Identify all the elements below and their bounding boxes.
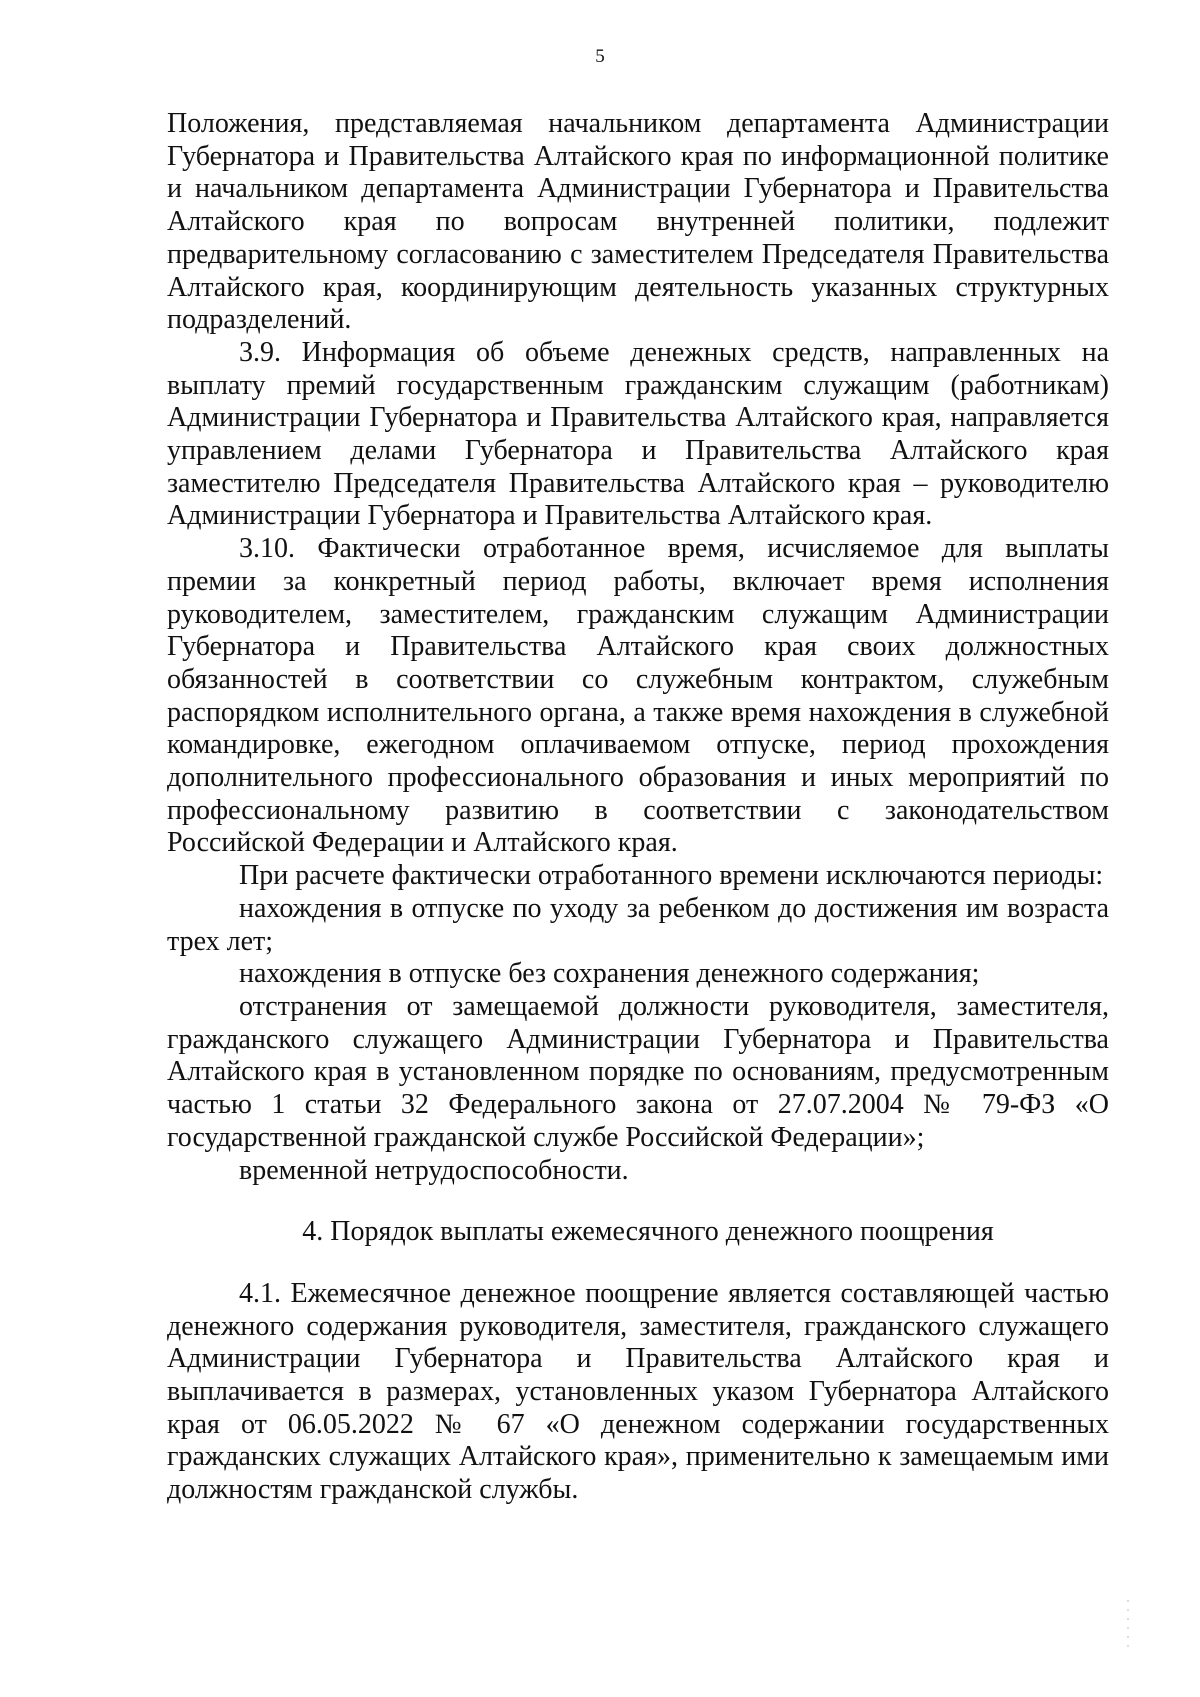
paragraph-4-1: 4.1. Ежемесячное денежное поощрение является составляющей частью денежного содержания руководителя, заместителя, гражданского служащего Администрации Губернатора и Правительства Алтайского края и выплачивается в размерах, установленных указом Губернатора Алтайского края от 06.05.2022 № 67 «О денежном содержании государственных гражданских служащих Алтайского края», применительно к замещаемым ими должностям гражданской службы. (167, 1277, 1109, 1506)
paragraph-excluded-sick-leave: временной нетрудоспособности. (239, 1154, 629, 1186)
page-number: 5 (595, 46, 605, 67)
paragraph-3-10: 3.10. Фактически отработанное время, исчисляемое для выплаты премии за конкретный период работы, включает время исполнения руководителем, заместителем, гражданским служащим Администрации Губернатора и Правительства Алтайского края своих должностных обязанностей в соответствии со служебным контрактом, служебным распорядком исполнительного органа, а также время нахождения в служебной командировке, ежегодном оплачиваемом отпуске, период прохождения дополнительного профессионального образования и иных мероприятий по профессиональному развитию в соответствии с законодательством Российской Федерации и Алтайского края. (167, 533, 1109, 859)
document-body (167, 108, 1109, 1507)
paragraph-excluded-unpaid-leave: нахождения в отпуске без сохранения денежного содержания; (239, 958, 980, 990)
section-heading: 4. Порядок выплаты ежемесячного денежного поощрения (302, 1216, 994, 1248)
paragraph-continuation: Положения, представляемая начальником департамента Администрации Губернатора и Правительства Алтайского края по информационной политике и начальником департамента Администрации Губернатора и Правительства Алтайского края по вопросам внутренней политики, подлежит предварительному согласованию с заместителем Председателя Правительства Алтайского края, координирующим деятельность указанных структурных подразделений. (167, 108, 1109, 336)
scan-margin-marks (1127, 1600, 1129, 1652)
paragraph-excluded-periods-intro: При расчете фактически отработанного времени исключаются периоды: (239, 860, 1104, 892)
paragraph-excluded-suspension: отстранения от замещаемой должности руководителя, заместителя, гражданского служащего Администрации Губернатора и Правительства Алтайского края в установленном порядке по основаниям, предусмотренным частью 1 статьи 32 Федерального закона от 27.07.2004 № 79-ФЗ «О государственной гражданской службе Российской Федерации»; (167, 990, 1109, 1153)
paragraph-3-9: 3.9. Информация об объеме денежных средств, направленных на выплату премий государственным гражданским служащим (работникам) Администрации Губернатора и Правительства Алтайского края, направляется управлением делами Губернатора и Правительства Алтайского края заместителю Председателя Правительства Алтайского края – руководителю Администрации Губернатора и Правительства Алтайского края. (167, 336, 1109, 532)
paragraph-excluded-parental-leave: нахождения в отпуске по уходу за ребенком до достижения им возраста трех лет; (167, 892, 1109, 957)
